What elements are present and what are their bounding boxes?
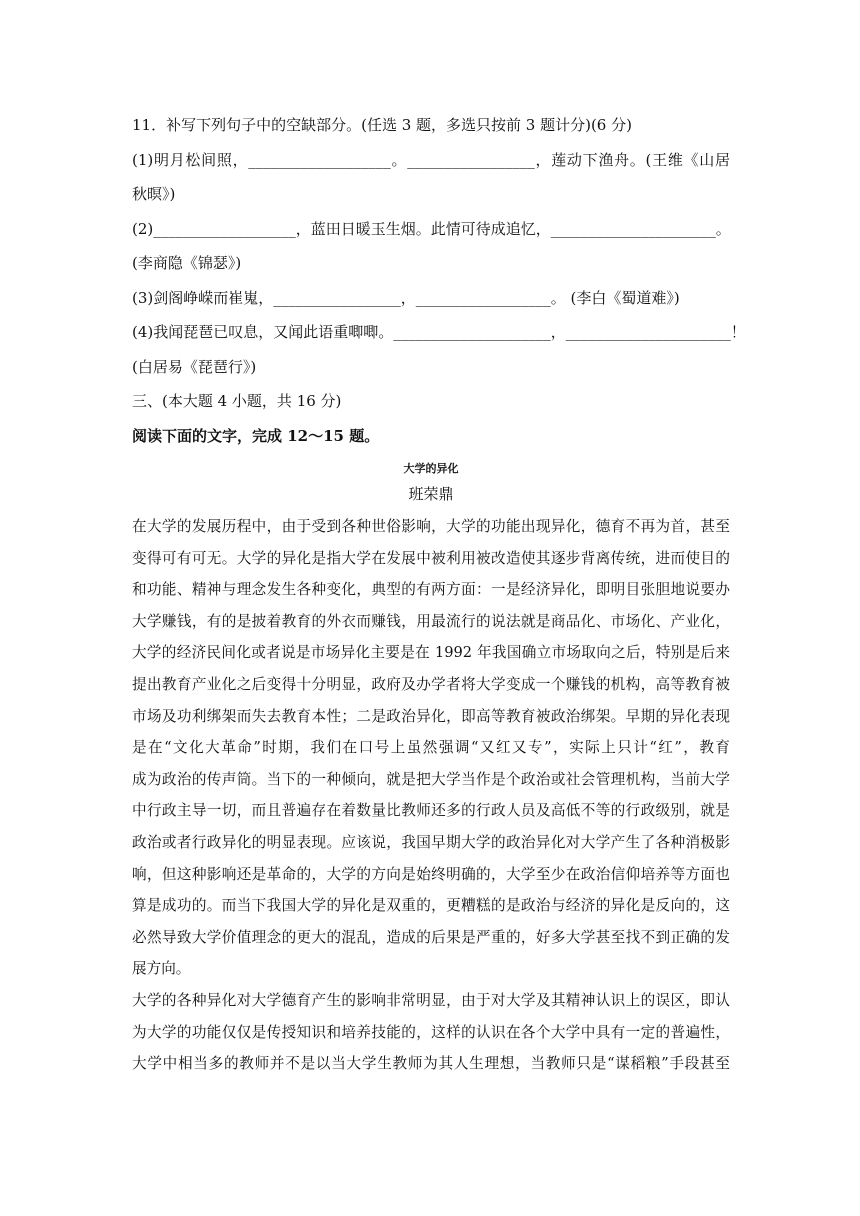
- article-line: 是在“文化大革命”时期，我们在口号上虽然强调“又红又专”，实际上只计“红”，教育: [132, 739, 730, 757]
- article-line: 提出教育产业化之后变得十分明显，政府及办学者将大学变成一个赚钱的机构，高等教育被: [132, 675, 730, 693]
- article-line: 大学的经济民间化或者说是市场异化主要是在 1992 年我国确立市场取向之后，特别是后来: [132, 644, 730, 662]
- section-three-header: 三、(本大题 4 小题，共 16 分): [132, 392, 342, 410]
- question-11-line: 秋暝》): [132, 185, 176, 203]
- question-11: [132, 108, 746, 384]
- article-line: 市场及功利绑架而失去教育本性；二是政治异化，即高等教育被政治绑架。早期的异化表现: [132, 707, 730, 725]
- article-line: 大学中相当多的教师并不是以当大学生教师为其人生理想，当教师只是“谋稻粮”手段甚至: [132, 1055, 730, 1073]
- article-line: 展方向。: [132, 960, 191, 978]
- article-line: 必然导致大学价值理念的更大的混乱，造成的后果是严重的，好多大学甚至找不到正确的发: [132, 928, 730, 946]
- article-line: 大学的各种异化对大学德育产生的影响非常明显，由于对大学及其精神认识上的误区，即认: [132, 991, 730, 1009]
- article-line: 成为政治的传声筒。当下的一种倾向，就是把大学当作是个政治或社会管理机构，当前大学: [132, 770, 730, 788]
- article-author: 班荣鼎: [408, 485, 454, 503]
- article-title: 大学的异化: [403, 462, 459, 475]
- section-three: [132, 384, 730, 453]
- article-line: 为大学的功能仅仅是传授知识和培养技能的，这样的认识在各个大学中具有一定的普遍性，: [132, 1023, 730, 1041]
- question-11-header: 11．补写下列句子中的空缺部分。(任选 3 题，多选只按前 3 题计分)(6 分): [132, 116, 632, 134]
- question-11-line: (1)明月松间照，___________________。_________________，莲动下渔舟。(王维《山居: [132, 150, 730, 169]
- article-line: 响，但这种影响还是革命的，大学的方向是始终明确的，大学至少在政治信仰培养等方面也: [132, 865, 730, 883]
- article-line: 和功能、精神与理念发生各种变化，典型的有两方面：一是经济异化，即明目张胆地说要办: [132, 581, 730, 599]
- article-line: 变得可有可无。大学的异化是指大学在发展中被利用被改造使其逐步背离传统，进而使目的: [132, 549, 730, 567]
- article-line: 大学赚钱，有的是披着教育的外衣而赚钱，用最流行的说法就是商品化、市场化、产业化，: [132, 612, 730, 630]
- article-line: 在大学的发展历程中，由于受到各种世俗影响，大学的功能出现异化，德育不再为首，甚至: [132, 518, 730, 535]
- reading-instruction: 阅读下面的文字，完成 12～15 题。: [132, 426, 380, 445]
- question-11-line: (2)___________________，蓝田日暖玉生烟。此情可待成追忆，______________________。: [132, 219, 731, 238]
- article-line: 算是成功的。而当下我国大学的异化是双重的，更糟糕的是政治与经济的异化是反向的，这: [132, 897, 730, 915]
- question-11-line: (李商隐《锦瑟》): [132, 254, 242, 272]
- question-11-line: (4)我闻琵琶已叹息，又闻此语重唧唧。_____________________，______________________！: [132, 323, 746, 341]
- article-line: 政治或者行政异化的明显表现。应该说，我国早期大学的政治异化对大学产生了各种消极影: [132, 833, 730, 851]
- question-11-line: (白居易《琵琶行》): [132, 357, 257, 376]
- exam-page: [132, 108, 746, 1080]
- question-11-line: (3)剑阁峥嵘而崔嵬，_________________，__________________。 (李白《蜀道难》): [132, 288, 680, 307]
- article-line: 中行政主导一切，而且普遍存在着数量比教师还多的行政人员及高低不等的行政级别，就是: [132, 802, 730, 820]
- article-body: [132, 511, 730, 1080]
